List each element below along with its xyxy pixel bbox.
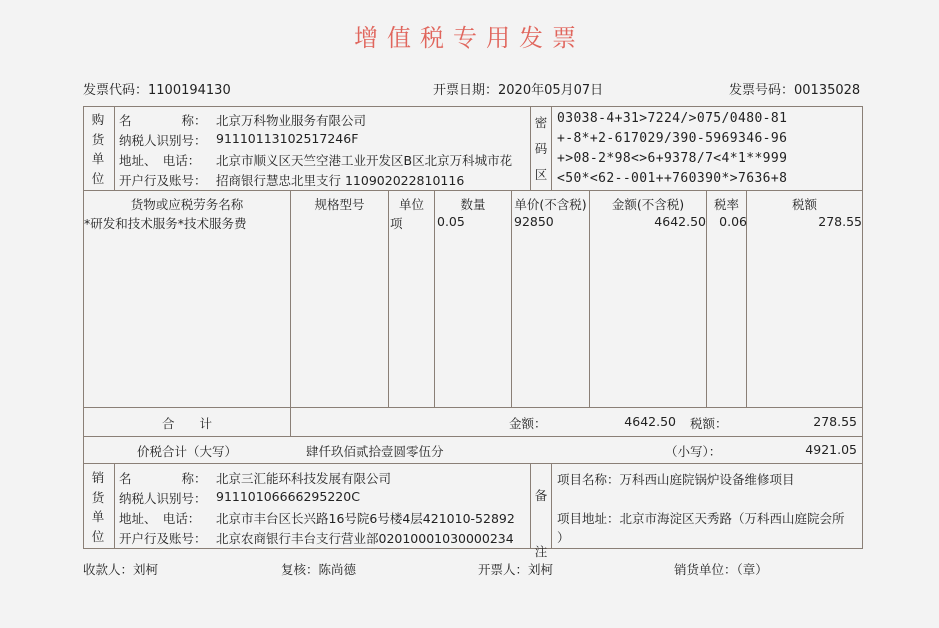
- header-spec: 规格型号: [314, 197, 365, 212]
- total-amount: 4642.50: [624, 414, 676, 429]
- item-price: 92850: [514, 214, 554, 229]
- grand-total-small-label: （小写）：: [665, 444, 722, 459]
- invoice-date-label: 开票日期：: [433, 83, 499, 98]
- invoice-code: [83, 79, 231, 98]
- seller-address-label: 地址、 电话：: [119, 511, 201, 526]
- seller-name: 北京三汇能环科技发展有限公司: [216, 471, 392, 486]
- seller-address: 北京市丰台区长兴路16号院6号楼4层421010-52892: [216, 511, 515, 526]
- header-unit: 单位: [398, 197, 424, 212]
- project-address: 项目地址：北京市海淀区天秀路（万科西山庭院会所: [557, 511, 845, 526]
- invoice-number-label: 发票号码：: [729, 83, 795, 98]
- footer-payee: 收款人：刘柯: [83, 562, 159, 577]
- buyer-address: 北京市顺义区天竺空港工业开发区B区北京万科城市花: [216, 153, 513, 168]
- seller-name-label: 名 称：: [119, 471, 207, 486]
- total-tax: 278.55: [813, 414, 857, 429]
- buyer-side-label: 购 货 单 位: [91, 112, 105, 186]
- invoice-title: 增值税专用发票: [354, 24, 585, 52]
- seller-bank-label: 开户行及账号：: [119, 531, 207, 546]
- header-rate: 税率: [713, 197, 739, 212]
- buyer-address-label: 地址、 电话：: [119, 153, 201, 168]
- header-amount: 金额(不含税): [611, 197, 685, 212]
- buyer-tax-id-label: 纳税人识别号：: [119, 133, 207, 148]
- total-label: 合 计: [161, 416, 212, 431]
- item-rate: 0.06: [719, 214, 747, 229]
- buyer-tax-id: 91110113102517246F: [216, 131, 359, 146]
- footer-reviewer: 复核：陈尚德: [281, 562, 357, 577]
- invoice-number-value: 00135028: [794, 83, 861, 98]
- buyer-bank-label: 开户行及账号：: [119, 173, 207, 188]
- item-name: *研发和技术服务*技术服务费: [84, 216, 247, 231]
- cipher-line: <50*<62--001++760390*>7636+8: [557, 171, 788, 186]
- footer-issuer: 开票人：刘柯: [478, 562, 554, 577]
- invoice-date: [433, 79, 603, 98]
- project-name: 项目名称：万科西山庭院锅炉设备维修项目: [557, 472, 795, 487]
- invoice-code-value: 1100194130: [148, 83, 231, 98]
- seller-tax-id-label: 纳税人识别号：: [119, 491, 207, 506]
- buyer-name-label: 名 称：: [119, 113, 207, 128]
- remarks-side-label: 备 注: [534, 488, 548, 559]
- project-address-cont: ）: [557, 530, 570, 545]
- item-amount: 4642.50: [654, 214, 706, 229]
- item-tax: 278.55: [818, 214, 862, 229]
- item-unit: 项: [390, 216, 403, 231]
- header-tax: 税额: [791, 197, 817, 212]
- header-price: 单价(不含税): [514, 197, 587, 212]
- seller-bank: 北京农商银行丰台支行营业部02010001030000234: [216, 531, 514, 546]
- seller-tax-id: 91110106666295220C: [216, 489, 360, 504]
- total-amount-label: 金额：: [509, 416, 547, 431]
- grand-total-value: 4921.05: [805, 442, 857, 457]
- header-qty: 数量: [460, 197, 486, 212]
- cipher-line: +>08-2*98<>6+9378/7<4*1**999: [557, 151, 788, 166]
- buyer-name: 北京万科物业服务有限公司: [216, 113, 367, 128]
- buyer-bank: 招商银行慧忠北里支行 110902022810116: [216, 173, 465, 188]
- invoice-code-label: 发票代码：: [83, 83, 149, 98]
- item-qty: 0.05: [437, 214, 465, 229]
- footer-seller-unit: 销货单位：（章）: [674, 562, 768, 577]
- grand-total-words: 肆仟玖佰贰拾壹圆零伍分: [306, 444, 444, 459]
- grand-total-label: 价税合计（大写）: [136, 444, 237, 459]
- header-item-name: 货物或应税劳务名称: [130, 197, 244, 212]
- invoice-number: [729, 79, 860, 98]
- total-tax-label: 税额：: [690, 416, 728, 431]
- cipher-line: +-8*+2-617029/390-5969346-96: [557, 131, 788, 146]
- invoice-date-value: 2020年05月07日: [498, 83, 604, 98]
- seller-side-label: 销 货 单 位: [91, 470, 105, 544]
- cipher-line: 03038-4+31>7224/>075/0480-81: [557, 111, 788, 126]
- cipher-side-label: 密 码 区: [534, 115, 548, 182]
